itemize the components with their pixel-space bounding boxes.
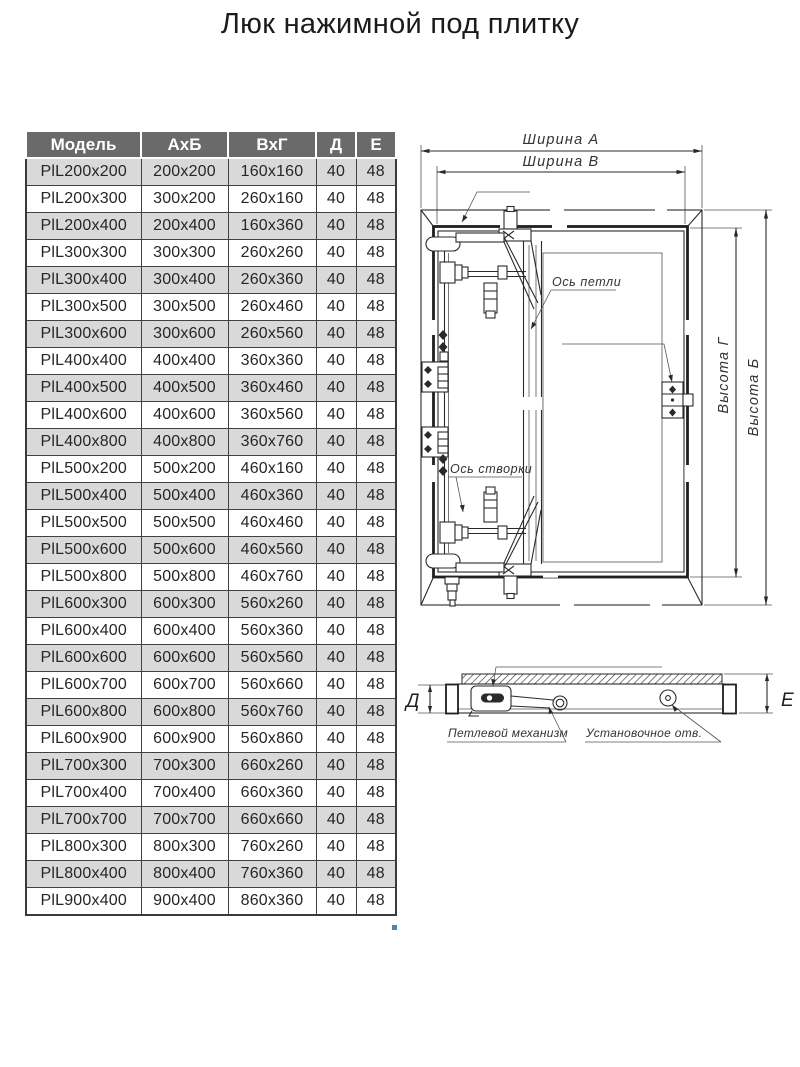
table-cell: 40 — [316, 348, 356, 375]
table-cell: 48 — [356, 294, 396, 321]
table-cell: PlL200x200 — [26, 158, 141, 186]
table-cell: 48 — [356, 186, 396, 213]
table-cell: 560x560 — [228, 645, 316, 672]
table-row — [26, 186, 396, 213]
table-cell: 40 — [316, 861, 356, 888]
table-cell: 40 — [316, 699, 356, 726]
table-cell: 40 — [316, 780, 356, 807]
table-cell: 360x760 — [228, 429, 316, 456]
table-cell: 660x660 — [228, 807, 316, 834]
table-cell: PlL600x900 — [26, 726, 141, 753]
column-header: ВхГ — [228, 131, 316, 158]
table-cell: 40 — [316, 213, 356, 240]
table-cell: 500x800 — [141, 564, 228, 591]
height-g-dimension — [690, 228, 742, 577]
table-cell: 40 — [316, 483, 356, 510]
table-row — [26, 321, 396, 348]
dim-d — [404, 685, 445, 713]
table-cell: 48 — [356, 645, 396, 672]
table-row — [26, 375, 396, 402]
table-row — [26, 753, 396, 780]
table-cell: 48 — [356, 348, 396, 375]
table-row — [26, 213, 396, 240]
table-cell: PlL600x400 — [26, 618, 141, 645]
table-cell: 200x400 — [141, 213, 228, 240]
column-header: Модель — [26, 131, 141, 158]
table-cell: 40 — [316, 510, 356, 537]
table-row — [26, 861, 396, 888]
table-cell: 260x560 — [228, 321, 316, 348]
table-cell: PlL500x800 — [26, 564, 141, 591]
table-cell: PlL400x500 — [26, 375, 141, 402]
table-row — [26, 807, 396, 834]
width-a-dimension — [421, 132, 702, 208]
table-cell: 300x500 — [141, 294, 228, 321]
table-cell: PlL600x800 — [26, 699, 141, 726]
table-cell: 40 — [316, 321, 356, 348]
table-cell: 500x400 — [141, 483, 228, 510]
height-b-label: Высота Б — [746, 357, 762, 437]
table-cell: PlL800x300 — [26, 834, 141, 861]
table-cell: 560x660 — [228, 672, 316, 699]
table-cell: 460x160 — [228, 456, 316, 483]
table-cell: 600x600 — [141, 645, 228, 672]
table-cell: 600x900 — [141, 726, 228, 753]
table-cell: 600x700 — [141, 672, 228, 699]
table-cell: 400x800 — [141, 429, 228, 456]
table-cell: 300x300 — [141, 240, 228, 267]
table-cell: 40 — [316, 186, 356, 213]
table-cell: 40 — [316, 753, 356, 780]
table-cell: 460x360 — [228, 483, 316, 510]
table-cell: 40 — [316, 564, 356, 591]
table-cell: PlL600x600 — [26, 645, 141, 672]
frame-end-cap-right — [723, 685, 736, 714]
table-cell: 48 — [356, 267, 396, 294]
mounting-hole-label: Установочное отв. — [586, 726, 703, 740]
table-cell: 500x200 — [141, 456, 228, 483]
table-cell: 400x500 — [141, 375, 228, 402]
table-cell: 500x500 — [141, 510, 228, 537]
table-cell: 40 — [316, 375, 356, 402]
table-cell: PlL200x300 — [26, 186, 141, 213]
table-row — [26, 348, 396, 375]
table-cell: PlL700x700 — [26, 807, 141, 834]
table-cell: PlL500x600 — [26, 537, 141, 564]
table-cell: 460x560 — [228, 537, 316, 564]
page-title: Люк нажимной под плитку — [220, 8, 580, 40]
frame-end-cap-left — [446, 685, 458, 714]
table-cell: 760x260 — [228, 834, 316, 861]
table-cell: 40 — [316, 834, 356, 861]
table-cell: PlL300x600 — [26, 321, 141, 348]
table-cell: 360x360 — [228, 348, 316, 375]
table-row — [26, 780, 396, 807]
table-row — [26, 537, 396, 564]
table-cell: 48 — [356, 726, 396, 753]
table-row — [26, 834, 396, 861]
table-row — [26, 726, 396, 753]
table-cell: 460x760 — [228, 564, 316, 591]
table-cell: 200x200 — [141, 158, 228, 186]
table-row — [26, 402, 396, 429]
table-cell: 40 — [316, 402, 356, 429]
table-cell: 400x600 — [141, 402, 228, 429]
table-cell: 360x560 — [228, 402, 316, 429]
table-cell: 40 — [316, 591, 356, 618]
front-view — [421, 132, 772, 607]
table-cell: 40 — [316, 429, 356, 456]
table-cell: 560x860 — [228, 726, 316, 753]
table-cell: 40 — [316, 537, 356, 564]
table-cell: 48 — [356, 213, 396, 240]
hinge-mechanism-label: Петлевой механизм — [448, 726, 569, 740]
table-cell: 48 — [356, 537, 396, 564]
width-b-dimension — [437, 154, 685, 224]
table-cell: 160x160 — [228, 158, 316, 186]
table-cell: 48 — [356, 834, 396, 861]
table-cell: PlL800x400 — [26, 861, 141, 888]
table-cell: 560x360 — [228, 618, 316, 645]
table-cell: 48 — [356, 807, 396, 834]
table-cell: 300x200 — [141, 186, 228, 213]
table-row — [26, 294, 396, 321]
table-cell: 460x460 — [228, 510, 316, 537]
table-cell: 700x400 — [141, 780, 228, 807]
table-cell: 40 — [316, 158, 356, 186]
table-row — [26, 888, 396, 916]
table-cell: 48 — [356, 321, 396, 348]
table-row — [26, 672, 396, 699]
table-cell: 900x400 — [141, 888, 228, 916]
table-cell: 48 — [356, 888, 396, 916]
spec-table-body — [26, 158, 396, 915]
dim-e-label: Е — [781, 690, 794, 711]
column-header: Е — [356, 131, 396, 158]
table-cell: 760x360 — [228, 861, 316, 888]
table-cell: 48 — [356, 753, 396, 780]
table-cell: 40 — [316, 888, 356, 916]
hinge-axis-label: Ось петли — [552, 275, 622, 289]
sash-axis-label: Ось створки — [450, 462, 533, 476]
table-cell: 260x460 — [228, 294, 316, 321]
table-cell: 800x400 — [141, 861, 228, 888]
table-cell: 660x260 — [228, 753, 316, 780]
spec-table-head — [26, 131, 396, 158]
table-cell: PlL300x300 — [26, 240, 141, 267]
tile-strip — [462, 674, 722, 684]
table-cell: 860x360 — [228, 888, 316, 916]
table-cell: 360x460 — [228, 375, 316, 402]
table-cell: 600x400 — [141, 618, 228, 645]
table-cell: 40 — [316, 672, 356, 699]
width-a-label: Ширина А — [522, 132, 600, 148]
table-cell: 260x260 — [228, 240, 316, 267]
table-cell: PlL600x700 — [26, 672, 141, 699]
height-b-dimension — [704, 210, 772, 605]
table-cell: 48 — [356, 158, 396, 186]
table-cell: 700x700 — [141, 807, 228, 834]
table-cell: 40 — [316, 240, 356, 267]
table-cell: 560x260 — [228, 591, 316, 618]
table-cell: 40 — [316, 618, 356, 645]
table-cell: 40 — [316, 456, 356, 483]
table-row — [26, 510, 396, 537]
table-cell: 48 — [356, 780, 396, 807]
table-cell: 48 — [356, 456, 396, 483]
table-cell: 600x800 — [141, 699, 228, 726]
spec-table — [25, 130, 397, 916]
table-cell: 40 — [316, 807, 356, 834]
table-row — [26, 429, 396, 456]
table-row — [26, 240, 396, 267]
table-cell: 48 — [356, 375, 396, 402]
table-cell: 48 — [356, 483, 396, 510]
table-cell: 40 — [316, 645, 356, 672]
table-row — [26, 456, 396, 483]
table-cell: 40 — [316, 267, 356, 294]
table-row — [26, 645, 396, 672]
table-cell: PlL200x400 — [26, 213, 141, 240]
table-cell: 48 — [356, 591, 396, 618]
table-cell: PlL500x200 — [26, 456, 141, 483]
hinge-mechanism — [469, 686, 567, 716]
table-cell: 40 — [316, 294, 356, 321]
table-cell: 660x360 — [228, 780, 316, 807]
table-row — [26, 699, 396, 726]
table-row — [26, 618, 396, 645]
table-cell: 48 — [356, 861, 396, 888]
table-cell: 600x300 — [141, 591, 228, 618]
table-cell: PlL400x600 — [26, 402, 141, 429]
section-view — [404, 667, 794, 742]
table-cell: 300x600 — [141, 321, 228, 348]
spec-table-head-row — [26, 131, 396, 158]
mounting-hole — [660, 690, 676, 706]
table-cell: PlL400x800 — [26, 429, 141, 456]
dim-d-label: Д — [406, 691, 420, 712]
table-row — [26, 267, 396, 294]
table-cell: 48 — [356, 618, 396, 645]
table-cell: 400x400 — [141, 348, 228, 375]
column-header: АхБ — [141, 131, 228, 158]
width-b-label: Ширина В — [522, 154, 600, 170]
table-cell: 48 — [356, 699, 396, 726]
table-row — [26, 483, 396, 510]
table-cell: PlL500x400 — [26, 483, 141, 510]
table-cell: 48 — [356, 240, 396, 267]
table-cell: 700x300 — [141, 753, 228, 780]
technical-drawing — [400, 125, 800, 785]
table-cell: PlL300x400 — [26, 267, 141, 294]
table-row — [26, 158, 396, 186]
table-cell: 48 — [356, 402, 396, 429]
table-cell: PlL900x400 — [26, 888, 141, 916]
table-cell: 560x760 — [228, 699, 316, 726]
table-cell: 160x360 — [228, 213, 316, 240]
table-cell: 260x360 — [228, 267, 316, 294]
hinge-rod — [445, 251, 449, 555]
table-cell: PlL700x300 — [26, 753, 141, 780]
table-cell: 40 — [316, 726, 356, 753]
table-cell: 500x600 — [141, 537, 228, 564]
table-row — [26, 591, 396, 618]
table-cell: PlL400x400 — [26, 348, 141, 375]
height-g-label: Высота Г — [716, 336, 732, 414]
table-cell: 48 — [356, 672, 396, 699]
table-cell: 800x300 — [141, 834, 228, 861]
table-cell: PlL500x500 — [26, 510, 141, 537]
table-cell: 48 — [356, 564, 396, 591]
line-breaks — [431, 208, 690, 607]
table-cell: PlL300x500 — [26, 294, 141, 321]
table-cell: 260x160 — [228, 186, 316, 213]
table-cell: PlL600x300 — [26, 591, 141, 618]
table-cell: PlL700x400 — [26, 780, 141, 807]
table-row — [26, 564, 396, 591]
table-cell: 300x400 — [141, 267, 228, 294]
table-cell: 48 — [356, 510, 396, 537]
table-cell: 48 — [356, 429, 396, 456]
column-header: Д — [316, 131, 356, 158]
selection-handle-artifact — [392, 925, 397, 930]
